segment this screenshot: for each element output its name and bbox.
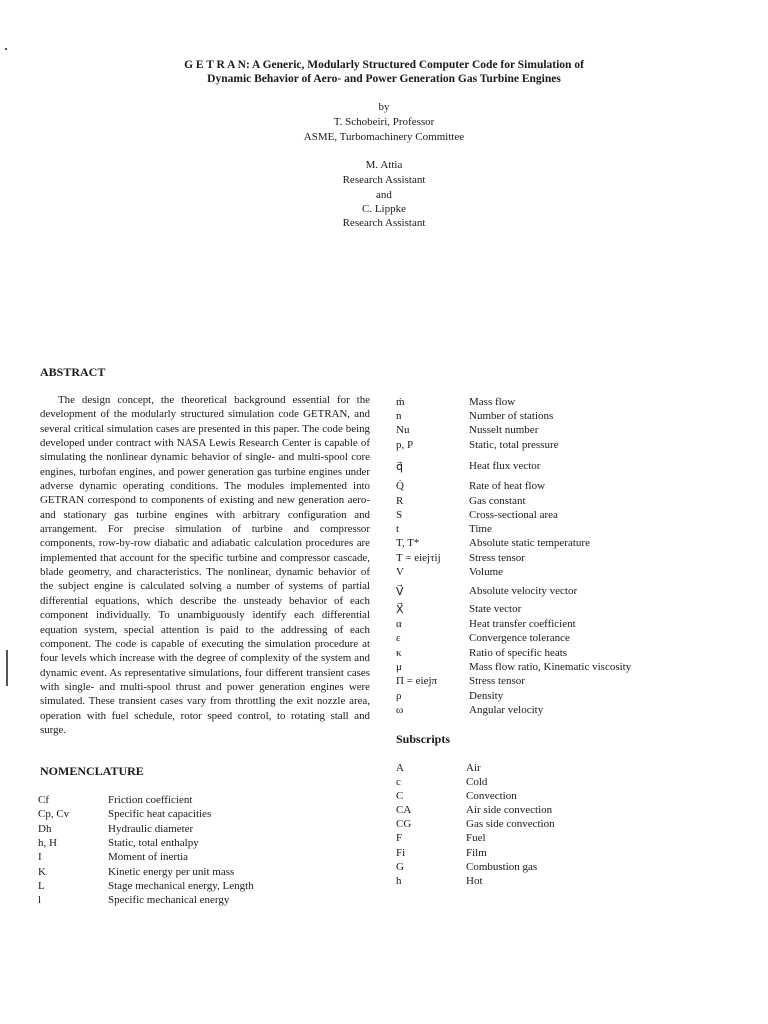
entry-symbol: F [396,832,403,844]
entry-symbol: Dh [38,823,52,835]
entry-description: Nusselt number [469,424,539,436]
entry-symbol: L [38,880,45,892]
entry-symbol: T = eiejτij [396,552,441,564]
nomenclature-heading: NOMENCLATURE [40,764,144,778]
entry-symbol: ε [396,632,401,644]
entry-description: Volume [469,566,504,578]
entry-description: Specific heat capacities [108,808,212,820]
author-3: C. Lippke [362,203,406,215]
entry-symbol: G [396,861,404,873]
entry-description: Cross-sectional area [469,509,558,521]
entry-description: Absolute static temperature [469,537,590,549]
entry-description: Specific mechanical energy [108,894,230,906]
and-line: and [376,189,392,201]
entry-symbol: h, H [38,837,57,849]
entry-description: Angular velocity [469,704,544,716]
entry-symbol: Fi [396,847,406,859]
entry-description: Mass flow ratio, Kinematic viscosity [469,661,632,673]
affiliation-1: ASME, Turbomachinery Committee [303,131,465,143]
entry-description: Kinetic energy per unit mass [108,866,235,878]
entry-symbol: S [396,509,403,521]
entry-description: Film [466,847,487,859]
entry-symbol: CA [396,804,412,816]
entry-symbol: Π = eiejπ [396,675,438,687]
entry-symbol: V [396,566,404,578]
entry-description: Rate of heat flow [469,480,546,492]
affiliation-2: Research Assistant [342,174,426,186]
entry-symbol: l [38,894,42,906]
entry-symbol: K [38,866,46,878]
entry-symbol: R [396,495,404,507]
entry-symbol: ω [396,704,404,716]
entry-symbol: p, P [396,439,414,451]
entry-symbol: T, T* [396,537,420,549]
subscripts-heading: Subscripts [396,732,451,746]
affiliation-3: Research Assistant [342,217,426,229]
entry-description: Stress tensor [469,552,525,564]
entry-description: Stress tensor [469,675,525,687]
entry-symbol: q⃗ [396,461,403,473]
abstract-heading: ABSTRACT [40,365,106,379]
scan-mark [6,650,8,686]
entry-description: Ratio of specific heats [469,647,568,659]
entry-symbol: A [396,762,404,774]
paper-title [0,58,768,86]
entry-symbol: n [396,410,402,422]
entry-description: Air side convection [466,804,553,816]
entry-description: Absolute velocity vector [469,585,578,597]
entry-description: Gas constant [469,495,526,507]
entry-description: Static, total pressure [469,439,559,451]
entry-symbol: h [396,875,402,887]
entry-symbol: κ [396,647,402,659]
entry-description: Heat transfer coefficient [469,618,576,630]
entry-symbol: t [396,523,400,535]
entry-description: Convergence tolerance [469,632,570,644]
entry-description: Cold [466,776,488,788]
entry-symbol: Q̇ [396,480,404,492]
entry-description: Moment of inertia [108,851,189,863]
entry-description: Stage mechanical energy, Length [108,880,254,892]
by-line: by [378,101,390,113]
entry-symbol: c [396,776,401,788]
entry-description: Density [469,690,504,702]
entry-symbol: CG [396,818,412,830]
entry-description: Hot [466,875,483,887]
entry-description: Air [466,762,481,774]
entry-description: Heat flux vector [469,460,541,472]
entry-symbol: μ [396,661,402,673]
title-line-2: Dynamic Behavior of Aero- and Power Generation Gas Turbine Engines [207,73,561,85]
entry-symbol: ṁ [396,396,405,408]
entry-symbol: I [38,851,42,863]
abstract-text: The design concept, the theoretical background essential for the development of the modularly structured simulation code GETRAN, and several critical simulation cases are presented in this paper. The code being developed under contract with NASA Lewis Research Center is capable of simulating the nonlinear dynamic behavior of single- and multi-spool core engines, turbofan engines, and power generation gas turbine engines under adverse dynamic operating conditions. The modules implemented into GETRAN correspond to components of existing and new generation aero- and stationary gas turbine engines with arbitrary configuration and arrangement. For precise simulation of turbine and compressor components, row-by-row diabatic and adiabatic calculation procedures are implemented that account for the specific turbine and compressor cascade, blade geometry, and characteristics. The nonlinear, dynamic behavior of the subject engine is calculated solving a number of systems of partial differential equations, which describe the unsteady behavior of each component individually. To unambiguously identify each differential equation system, special attention is paid to the addressing of each component. The code is capable of executing the simulation procedure at four levels which increase with the degree of complexity of the system and dynamic event. As representative simulations, four different transient cases with single- and multi-spool thrust and power generation engines were simulated. These transient cases vary from throttling the exit nozzle area, operation with fuel schedule, rotor speed control, to rotating stall and surge. [40,394,370,736]
entry-symbol: Nu [396,424,410,436]
author-2: M. Attia [365,159,403,171]
entry-description: Hydraulic diameter [108,823,194,835]
author-1: T. Schobeiri, Professor [333,116,435,128]
entry-symbol: Cp, Cv [38,808,70,820]
entry-description: Static, total enthalpy [108,837,199,849]
entry-symbol: V⃗ [396,586,404,598]
entry-symbol: C [396,790,404,802]
entry-description: Number of stations [469,410,554,422]
entry-description: Mass flow [469,396,516,408]
entry-description: Friction coefficient [108,794,193,806]
entry-symbol: α [396,618,402,630]
entry-symbol: ρ [396,690,402,702]
entry-description: Gas side convection [466,818,555,830]
scan-dot [5,48,7,50]
entry-description: Fuel [466,832,486,844]
title-line-1: G E T R A N: A Generic, Modularly Structured Computer Code for Simulation of [184,59,584,71]
entry-symbol: X⃗ [396,604,404,616]
entry-description: Time [469,523,492,535]
entry-symbol: Cf [38,794,49,806]
entry-description: State vector [469,603,522,615]
entry-description: Convection [466,790,517,802]
entry-description: Combustion gas [466,861,538,873]
